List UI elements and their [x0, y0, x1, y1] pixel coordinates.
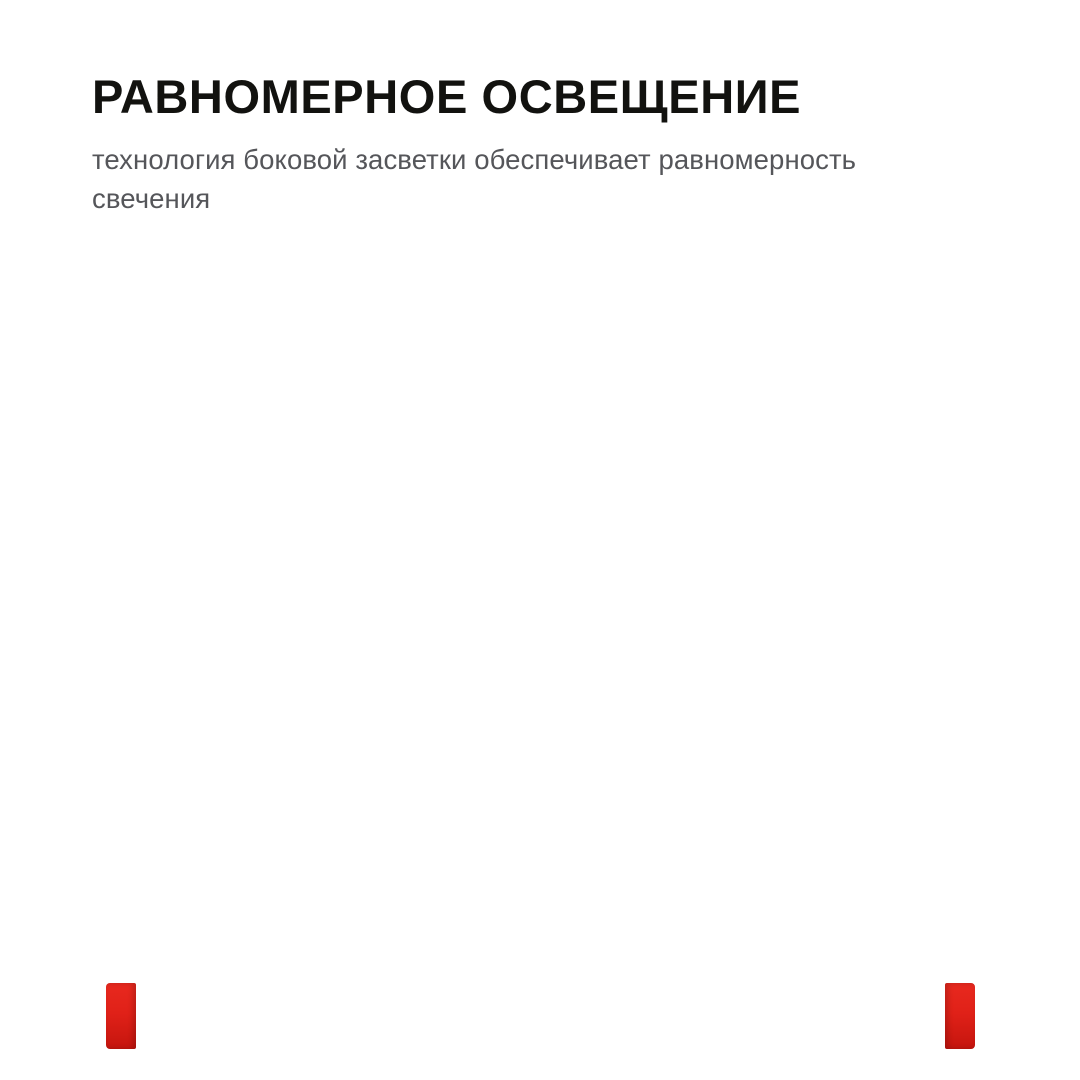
- page-title: РАВНОМЕРНОЕ ОСВЕЩЕНИЕ: [92, 70, 802, 123]
- ring-highlight: [118, 528, 963, 1080]
- product-image: [0, 430, 1080, 1080]
- page-subtitle: технология боковой засветки обеспечивает равномерность свечения: [92, 143, 857, 214]
- downlight-ring: [118, 528, 963, 1080]
- text-block: [92, 72, 972, 218]
